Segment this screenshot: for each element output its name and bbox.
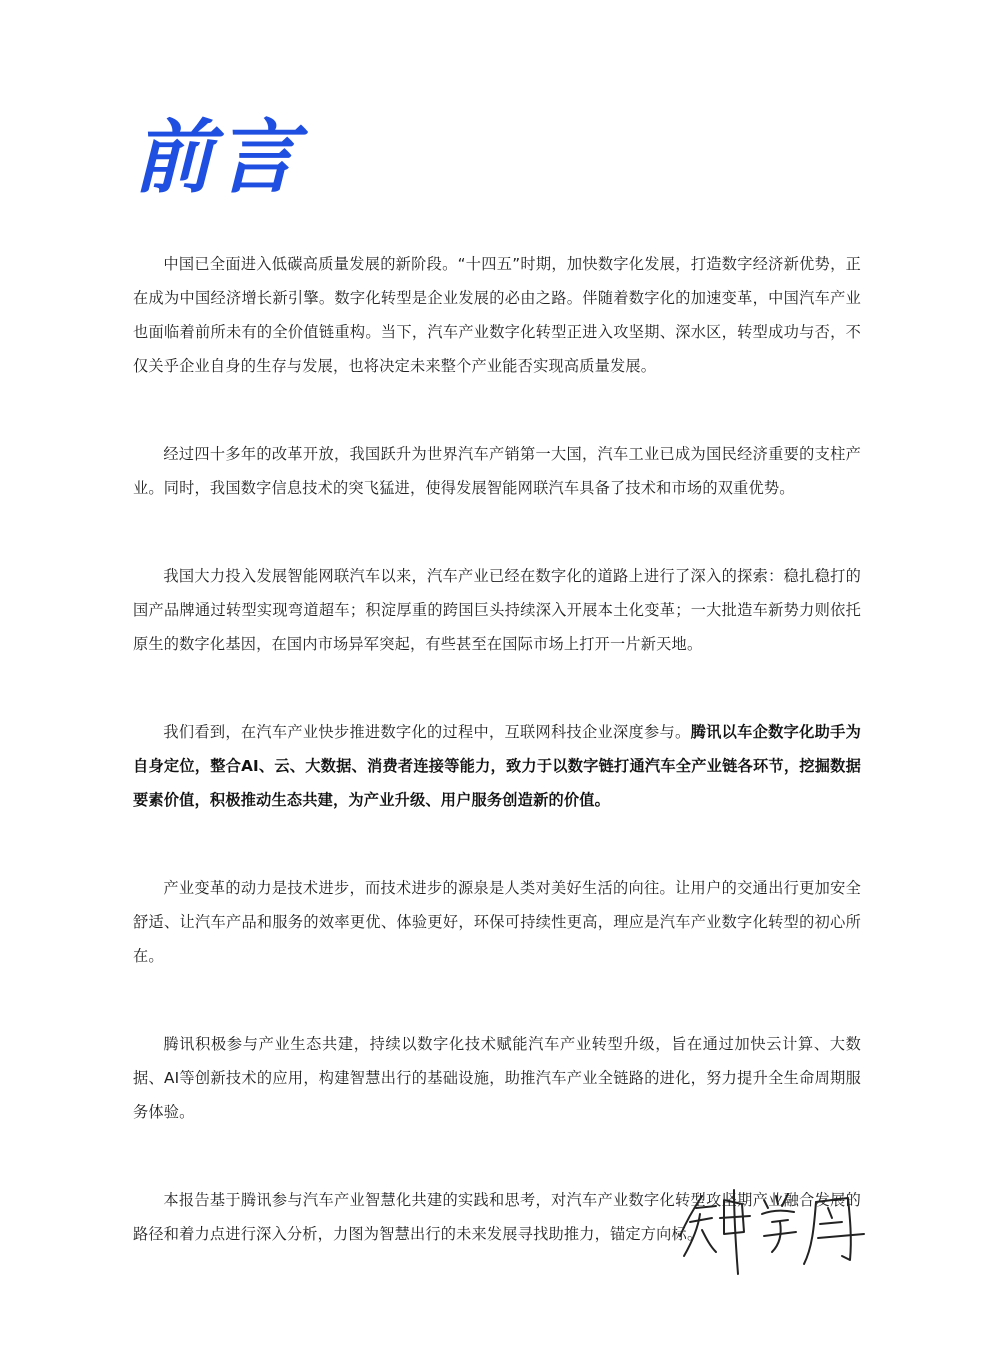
preface-body xyxy=(133,247,861,1251)
paragraph-5 xyxy=(133,871,861,973)
paragraph-1 xyxy=(133,247,861,383)
handwritten-signature xyxy=(672,1178,872,1278)
paragraph-4-text: 我们看到，在汽车产业快步推进数字化的过程中，互联网科技企业深度参与。 xyxy=(163,723,691,741)
paragraph-2 xyxy=(133,437,861,505)
paragraph-4 xyxy=(133,715,861,817)
paragraph-7-text: 本报告基于腾讯参与汽车产业智慧化共建的实践和思考，对汽车产业数字化转型攻坚期产业融合发展的路径和着力点进行深入分析，力图为智慧出行的未来发展寻找助推力，锚定方向标。 xyxy=(133,1191,861,1243)
paragraph-3-text: 我国大力投入发展智能网联汽车以来，汽车产业已经在数字化的道路上进行了深入的探索：稳扎稳打的国产品牌通过转型实现弯道超车；积淀厚重的跨国巨头持续深入开展本土化变革；一大批造车新势力则依托原生的数字化基因，在国内市场异军突起，有些甚至在国际市场上打开一片新天地。 xyxy=(133,567,861,653)
paragraph-6 xyxy=(133,1027,861,1129)
paragraph-1-text: 中国已全面进入低碳高质量发展的新阶段。“十四五”时期，加快数字化发展，打造数字经济新优势，正在成为中国经济增长新引擎。数字化转型是企业发展的必由之路。伴随着数字化的加速变革，中国汽车产业也面临着前所未有的全价值链重构。当下，汽车产业数字化转型正进入攻坚期、深水区，转型成功与否，不仅关乎企业自身的生存与发展，也将决定未来整个产业能否实现高质量发展。 xyxy=(133,255,861,375)
paragraph-3 xyxy=(133,559,861,661)
paragraph-5-text: 产业变革的动力是技术进步，而技术进步的源泉是人类对美好生活的向往。让用户的交通出行更加安全舒适、让汽车产品和服务的效率更优、体验更好，环保可持续性更高，理应是汽车产业数字化转型的初心所在。 xyxy=(133,879,861,965)
page-title: 前言 xyxy=(133,111,301,204)
paragraph-6-text: 腾讯积极参与产业生态共建，持续以数字化技术赋能汽车产业转型升级，旨在通过加快云计算、大数据、AI等创新技术的应用，构建智慧出行的基础设施，助推汽车产业全链路的进化，努力提升全生命周期服务体验。 xyxy=(133,1035,861,1121)
paragraph-4-highlight: 腾讯以车企数字化助手为自身定位，整合AI、云、大数据、消费者连接等能力，致力于以数字链打通汽车全产业链各环节，挖掘数据要素价值，积极推动生态共建，为产业升级、用户服务创造新的价值。 xyxy=(133,723,861,809)
paragraph-2-text: 经过四十多年的改革开放，我国跃升为世界汽车产销第一大国，汽车工业已成为国民经济重要的支柱产业。同时，我国数字信息技术的突飞猛进，使得发展智能网联汽车具备了技术和市场的双重优势。 xyxy=(133,445,861,497)
